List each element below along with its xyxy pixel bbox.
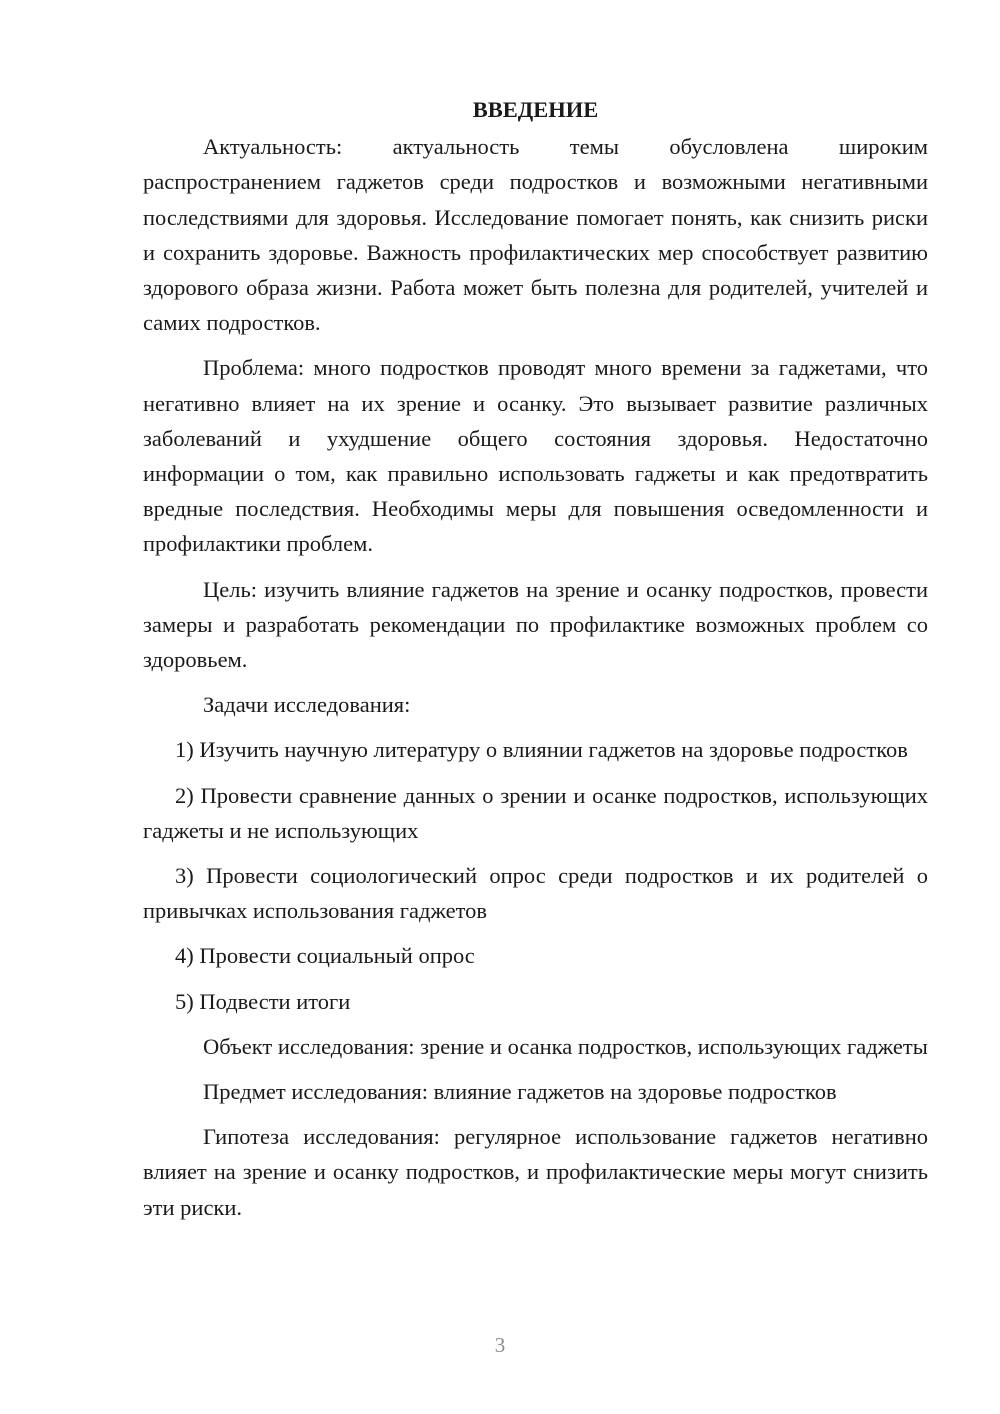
task-item-5: 5) Подвести итоги xyxy=(175,988,351,1014)
object-paragraph: Объект исследования: зрение и осанка подростков, использующих гаджеты xyxy=(203,1033,928,1059)
problem-paragraph: Проблема: много подростков проводят много времени за гаджетами, что негативно влияет на их зрение и осанку. Это вызывает развитие различных заболеваний и ухудшение общего состояния здоровья. Недостаточно информации о том, как правильно использовать гаджеты и как предотвратить вредные последствия. Необходимы меры для повышения осведомленности и профилактики проблем. xyxy=(143,355,928,557)
task-item-1: 1) Изучить научную литературу о влиянии гаджетов на здоровье подростков xyxy=(175,737,908,763)
hypothesis-paragraph: Гипотеза исследования: регулярное использование гаджетов негативно влияет на зрение и осанку подростков, и профилактические меры могут снизить эти риски. xyxy=(143,1124,928,1220)
task-item-2: 2) Провести сравнение данных о зрении и осанке подростков, использующих гаджеты и не использующих xyxy=(143,782,928,843)
task-item-4: 4) Провести социальный опрос xyxy=(175,943,475,969)
goal-paragraph: Цель: изучить влияние гаджетов на зрение и осанку подростков, провести замеры и разработать рекомендации по профилактике возможных проблем со здоровьем. xyxy=(143,576,928,673)
section-heading: ВВЕДЕНИЕ xyxy=(472,97,599,122)
tasks-title: Задачи исследования: xyxy=(203,692,411,718)
relevance-paragraph: Актуальность: актуальность темы обусловлена широким распространением гаджетов среди подростков и возможными негативными последствиями для здоровья. Исследование помогает понять, как снизить риски и сохранить здоровье. Важность профилактических мер способствует развитию здорового образа жизни. Работа может быть полезна для родителей, учителей и самих подростков. xyxy=(143,134,928,336)
page-number: 3 xyxy=(494,1333,506,1357)
document-page xyxy=(143,92,928,1225)
subject-paragraph: Предмет исследования: влияние гаджетов на здоровье подростков xyxy=(203,1079,837,1105)
task-item-3: 3) Провести социологический опрос среди подростков и их родителей о привычках использования гаджетов xyxy=(143,863,928,924)
